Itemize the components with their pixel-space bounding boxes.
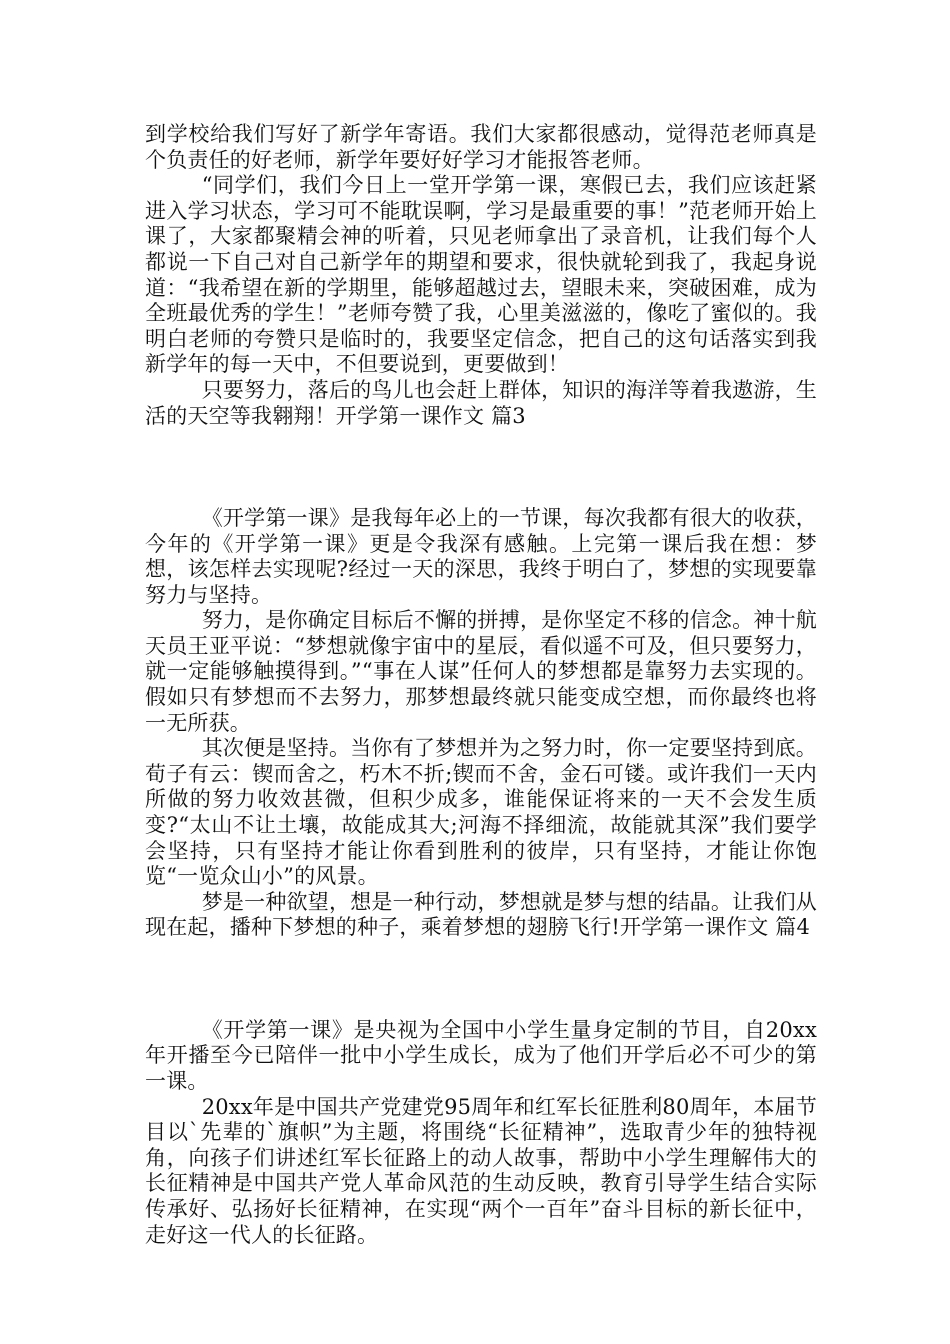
document-body xyxy=(145,122,817,1248)
paragraph-7: 梦是一种欲望，想是一种行动，梦想就是梦与想的结晶。让我们从现在起，播种下梦想的种子，乘着梦想的翅膀飞行!开学第一课作文 篇4 xyxy=(145,889,817,940)
paragraph-9: 20xx年是中国共产党建党95周年和红军长征胜利80周年，本届节目以`先辈的`旗帜”为主题，将围绕“长征精神”，选取青少年的独特视角，向孩子们讲述红军长征路上的动人故事，帮助中小学生理解伟大的长征精神是中国共产党人革命风范的生动反映，教育引导学生结合实际传承好、弘扬好长征精神，在实现“两个一百年”奋斗目标的新长征中，走好这一代人的长征路。 xyxy=(145,1094,817,1247)
paragraph-2: “同学们，我们今日上一堂开学第一课，寒假已去，我们应该赶紧进入学习状态，学习可不能耽误啊，学习是最重要的事！”范老师开始上课了，大家都聚精会神的听着，只见老师拿出了录音机，让我们每个人都说一下自己对自己新学年的期望和要求，很快就轮到我了，我起身说道：“我希望在新的学期里，能够超越过去，望眼未来，突破困难，成为全班最优秀的学生！”老师夸赞了我，心里美滋滋的，像吃了蜜似的。我明白老师的夸赞只是临时的，我要坚定信念，把自己的这句话落实到我新学年的每一天中，不但要说到，更要做到！ xyxy=(145,173,817,377)
paragraph-4: 《开学第一课》是我每年必上的一节课，每次我都有很大的收获，今年的《开学第一课》更是令我深有感触。上完第一课后我在想：梦想，该怎样去实现呢?经过一天的深思，我终于明白了，梦想的实现要靠努力与坚持。 xyxy=(145,505,817,607)
paragraph-8: 《开学第一课》是央视为全国中小学生量身定制的节目，自20xx年开播至今已陪伴一批中小学生成长，成为了他们开学后必不可少的第一课。 xyxy=(145,1017,817,1093)
paragraph-6: 其次便是坚持。当你有了梦想并为之努力时，你一定要坚持到底。荀子有云：锲而舍之，朽木不折;锲而不舍，金石可镂。或许我们一天内所做的努力收效甚微，但积少成多，谁能保证将来的一天不会发生质变?“太山不让土壤，故能成其大;河海不择细流，故能就其深”我们要学会坚持，只有坚持才能让你看到胜利的彼岸，只有坚持，才能让你饱览“一览众山小”的风景。 xyxy=(145,736,817,889)
paragraph-1: 到学校给我们写好了新学年寄语。我们大家都很感动，觉得范老师真是个负责任的好老师，新学年要好好学习才能报答老师。 xyxy=(145,122,817,172)
paragraph-3: 只要努力，落后的鸟儿也会赶上群体，知识的海洋等着我遨游，生活的天空等我翱翔！开学第一课作文 篇3 xyxy=(145,377,817,428)
section-gap-2 xyxy=(145,941,817,1018)
section-gap-1 xyxy=(145,429,817,506)
paragraph-5: 努力，是你确定目标后不懈的拼搏，是你坚定不移的信念。神十航天员王亚平说：“梦想就像宇宙中的星辰，看似遥不可及，但只要努力，就一定能够触摸得到。”“事在人谋”任何人的梦想都是靠努力去实现的。假如只有梦想而不去努力，那梦想最终就只能变成空想，而你最终也将一无所获。 xyxy=(145,608,817,735)
